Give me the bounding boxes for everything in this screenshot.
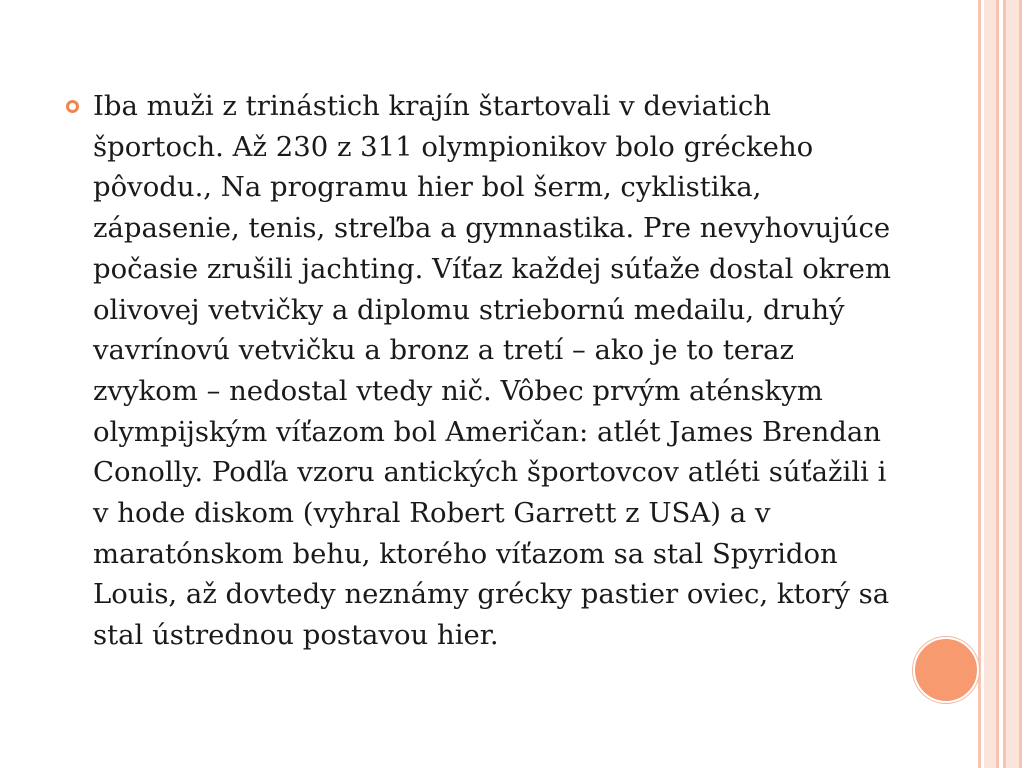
slide-body: [60, 86, 900, 656]
bullet-ring-icon: [66, 100, 79, 113]
decorative-circle: [913, 637, 979, 703]
bullet-item: [60, 86, 900, 656]
bullet-text: Iba muži z trinástich krajín štartovali v deviatich športoch. Až 230 z 311 olympionikov bolo gréckeho pôvodu., Na programu hier bol šerm, cyklistika, zápasenie, tenis, streľba a gymnastika. Pre nevyhovujúce počasie zrušili jachting. Víťaz každej súťaže dostal okrem olivovej vetvičky a diplomu striebornú medailu, druhý vavrínovú vetvičku a bronz a tretí – ako je to teraz zvykom – nedostal vtedy nič. Vôbec prvým aténskym olympijským víťazom bol Američan: atlét James Brendan Conolly. Podľa vzoru antických športovcov atléti súťažili i v hode diskom (vyhral Robert Garrett z USA) a v maratónskom behu, ktorého víťazom sa stal Spyridon Louis, až dovtedy neznámy grécky pastier oviec, ktorý sa stal ústrednou postavou hier.: [93, 90, 891, 652]
decorative-stripe: [978, 0, 981, 768]
decorative-stripe: [984, 0, 996, 768]
decorative-stripe: [1019, 0, 1022, 768]
decorative-stripe: [1006, 0, 1019, 768]
decorative-stripe: [996, 0, 999, 768]
